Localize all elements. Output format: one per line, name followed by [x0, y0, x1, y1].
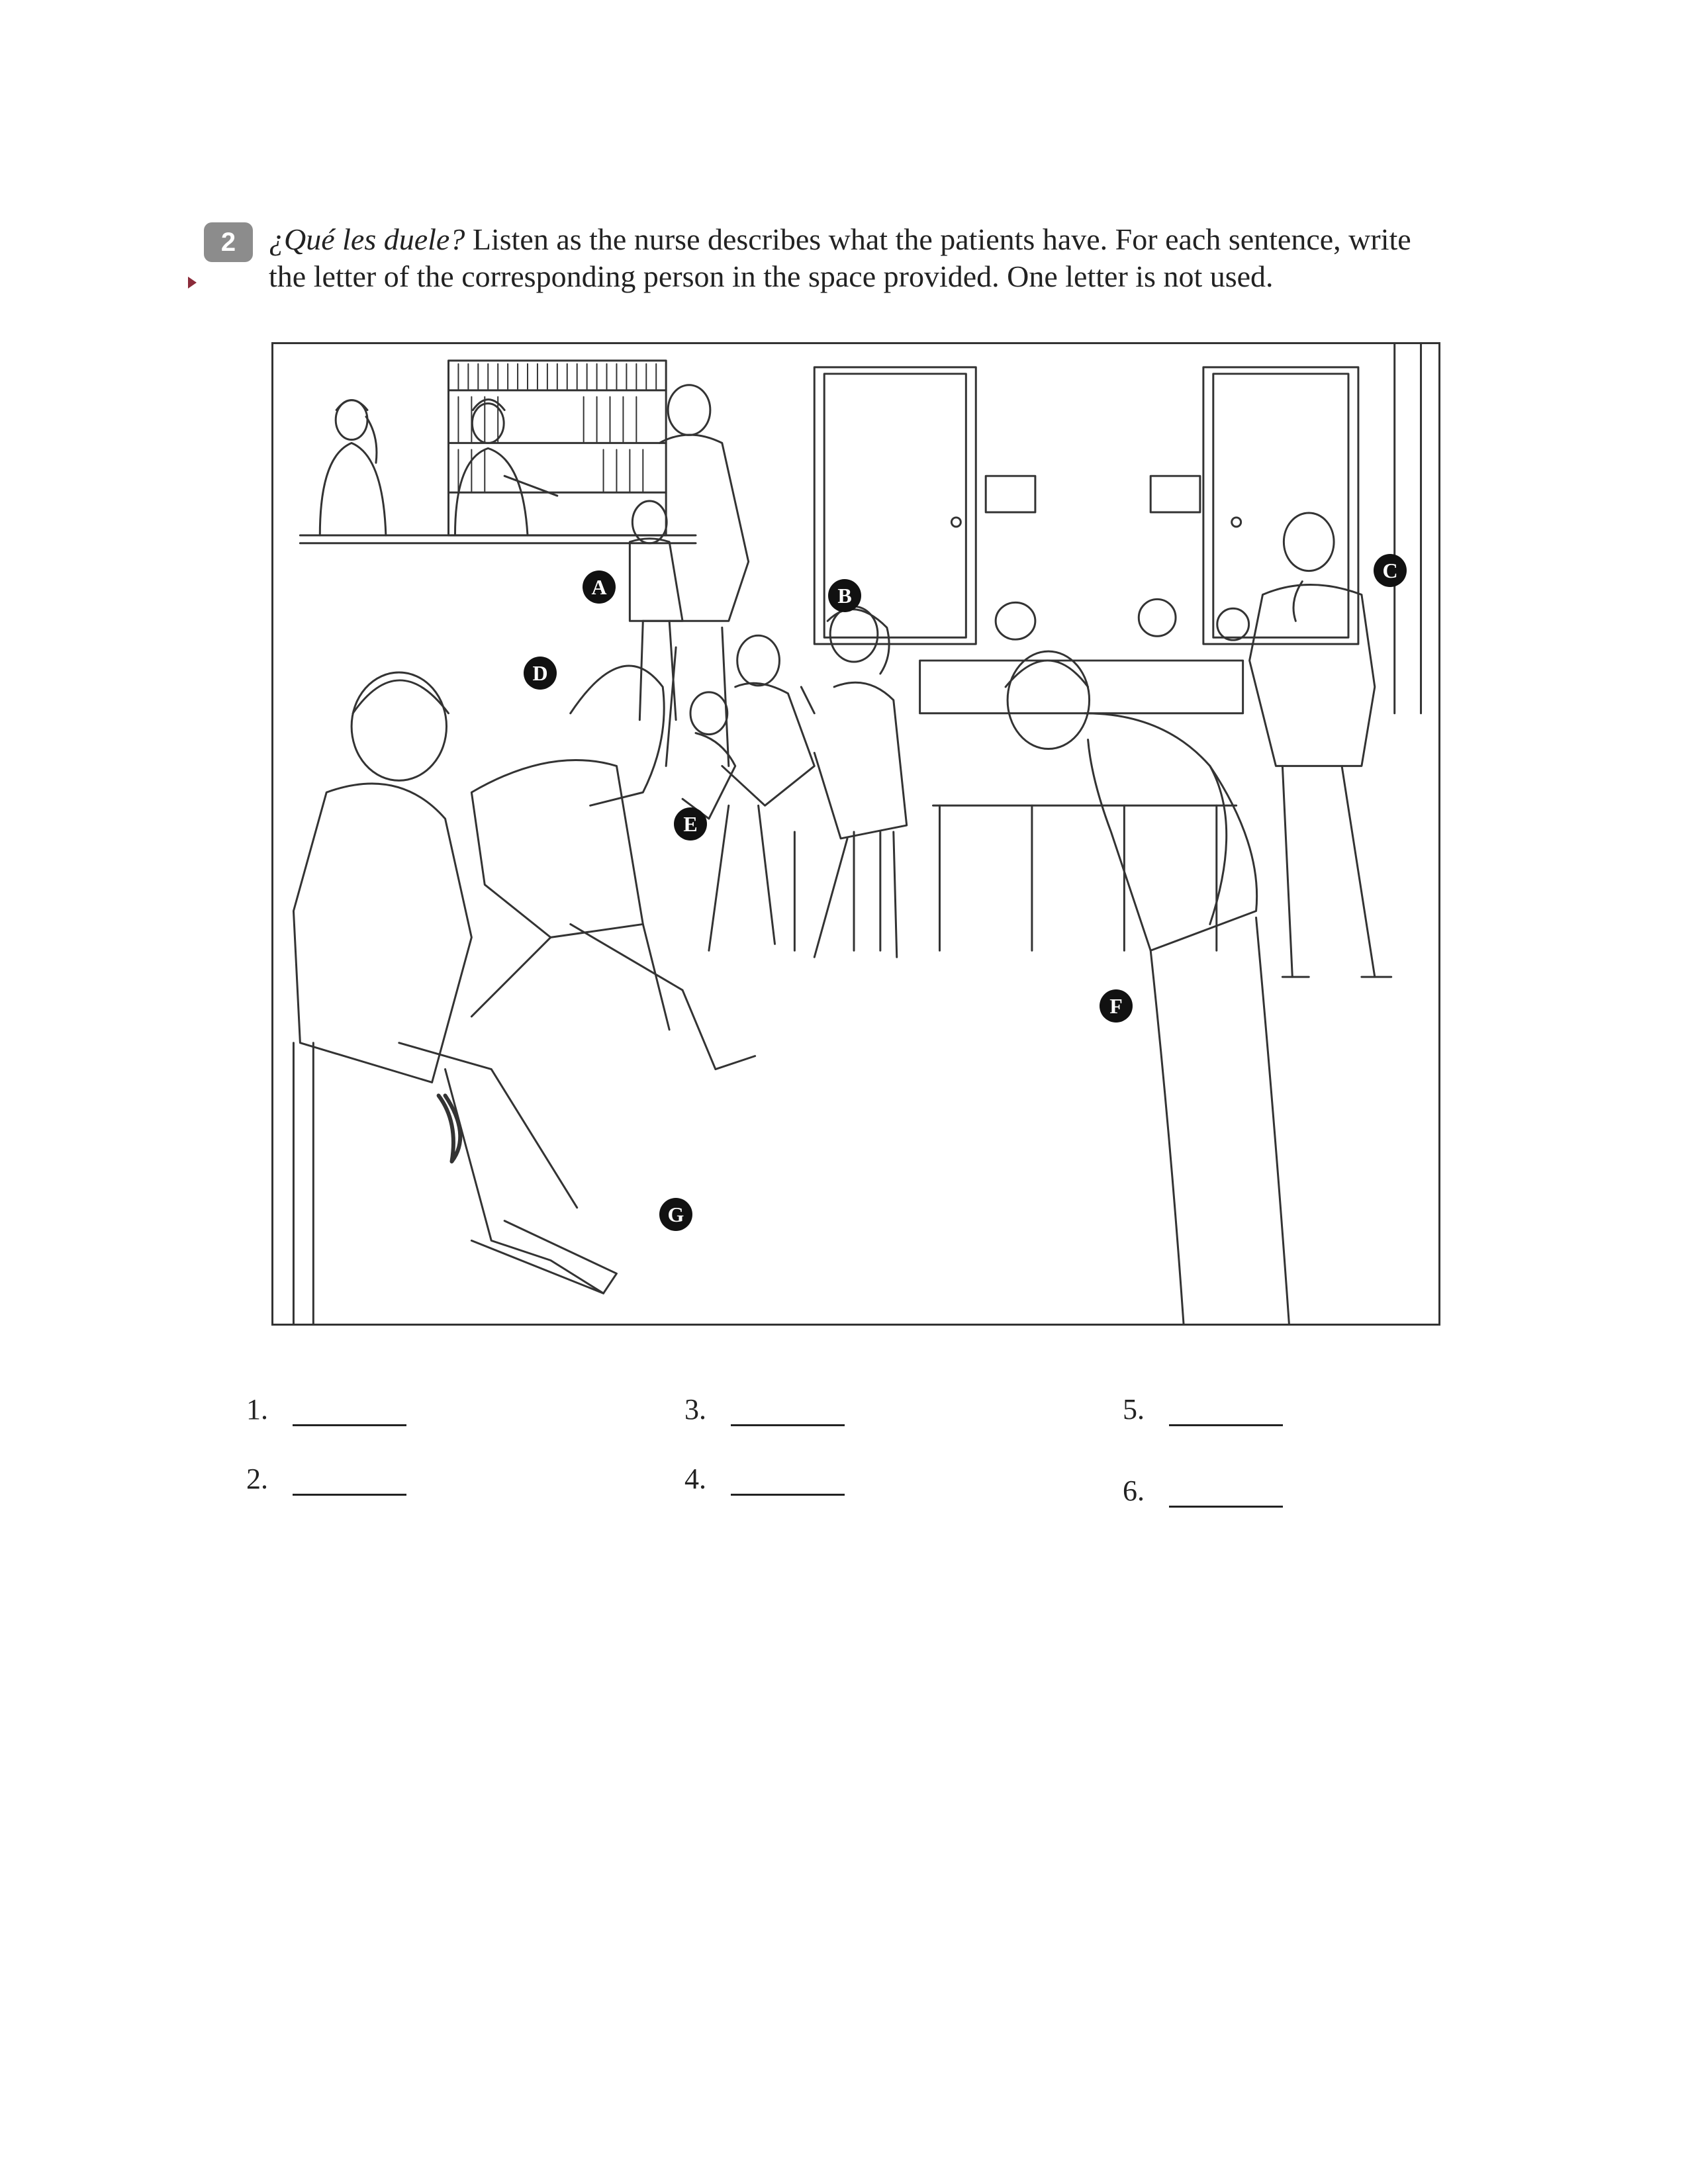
person-g-figure — [293, 672, 616, 1324]
answer-item — [1123, 1475, 1283, 1508]
answer-item — [684, 1463, 845, 1496]
waiting-room-drawing — [273, 344, 1438, 1324]
label-c: C — [1374, 554, 1407, 587]
answer-item — [246, 1393, 406, 1426]
answer-blank[interactable] — [293, 1399, 406, 1426]
answer-blank[interactable] — [293, 1469, 406, 1496]
answer-blank[interactable] — [731, 1469, 845, 1496]
receptionist-figure — [320, 400, 386, 535]
answer-blank[interactable] — [731, 1399, 845, 1426]
answer-item — [246, 1463, 406, 1496]
exam-room-door-right — [1203, 367, 1358, 644]
nurse-figure — [455, 400, 557, 535]
person-f-figure — [1006, 651, 1289, 1324]
label-a: A — [583, 570, 616, 604]
label-g: G — [659, 1198, 692, 1231]
person-d-figure — [471, 666, 755, 1069]
answer-number: 5. — [1123, 1393, 1145, 1426]
answer-number: 2. — [246, 1463, 268, 1495]
answer-item — [1123, 1393, 1283, 1426]
instructions-text: Listen as the nurse describes what the patients have. For each sentence, write the letter of the corresponding person in the space provided. One letter is not used. — [269, 222, 1411, 293]
label-b: B — [828, 579, 861, 612]
audio-marker-icon — [188, 277, 197, 289]
label-d: D — [524, 657, 557, 690]
label-e: E — [674, 807, 707, 841]
answer-blank[interactable] — [1169, 1399, 1283, 1426]
answer-number: 1. — [246, 1393, 268, 1426]
answer-item — [684, 1393, 845, 1426]
label-f: F — [1100, 989, 1133, 1023]
person-c-figure — [1250, 513, 1391, 977]
exercise-title: ¿Qué les duele? — [269, 222, 465, 256]
answer-number: 4. — [684, 1463, 706, 1495]
exercise-number-badge: 2 — [204, 222, 253, 262]
answer-number: 6. — [1123, 1475, 1145, 1507]
answer-blank[interactable] — [1169, 1480, 1283, 1508]
exercise-instructions — [269, 221, 1447, 295]
waiting-room-illustration — [271, 342, 1440, 1326]
answer-number: 3. — [684, 1393, 706, 1426]
waiting-chairs-back — [920, 660, 1243, 713]
